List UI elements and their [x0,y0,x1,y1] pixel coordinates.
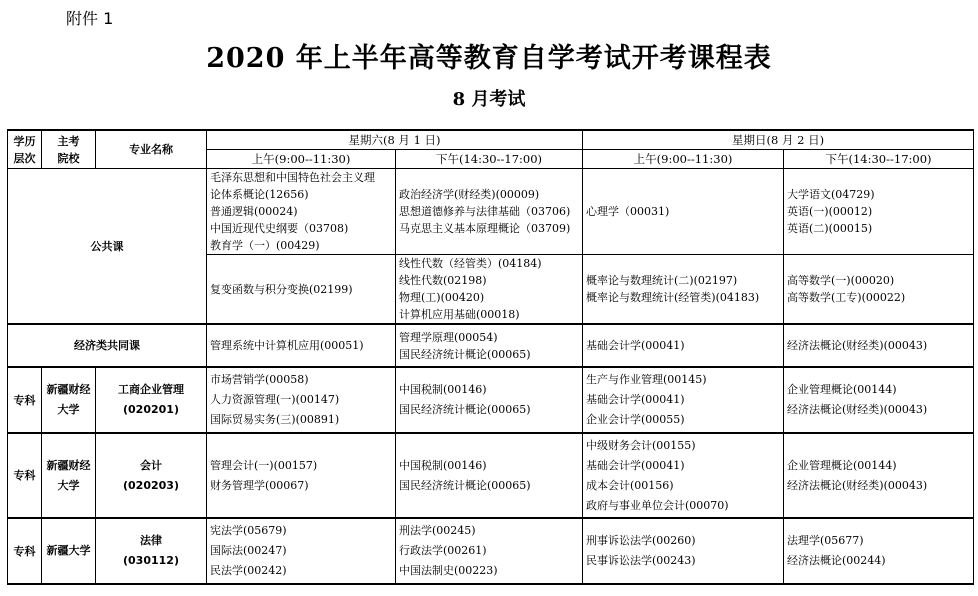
course-item: 中级财务会计(00155) [586,438,696,452]
course-item: 毛泽东思想和中国特色社会主义理 [210,171,375,184]
cell-biz-sat-am [207,367,396,433]
cell-law-school [42,518,96,584]
cell-biz-level: 专科 [8,367,42,433]
cell-biz-sun-am [583,367,784,433]
course-item: 线性代数（经管类）(04184) [399,257,542,270]
header-school-line1: 主考 [57,134,80,148]
course-item: 成本会计(00156) [586,478,674,492]
school-line2: 大学 [57,478,80,492]
row-label-public: 公共课 [8,169,207,325]
course-item: 计算机应用基础(00018) [399,308,520,321]
course-item: 思想道德修养与法律基础（03706) [399,205,571,218]
course-item: 国民经济统计概论(00065) [399,347,531,361]
course-item: 经济法概论(财经类)(00043) [787,478,928,492]
cell-public2-sat-am [207,255,396,325]
course-item: 刑事诉讼法学(00260) [586,534,696,547]
course-item: 管理学原理(00054) [399,330,498,344]
course-item: 行政法学(00261) [399,544,487,557]
major-name: 工商企业管理 [118,383,184,396]
course-item: 马克思主义基本原理概论（03709) [399,222,571,235]
cell-public2-sun-am [583,255,784,325]
school-line1: 新疆财经 [46,458,91,472]
course-item: 市场营销学(00058) [210,373,309,386]
table-row-public-1 [8,169,974,255]
cell-law-major [96,518,207,584]
cell-acct-sun-pm [784,433,974,518]
cell-econ-sun-pm [784,324,974,367]
major-code: (020203) [123,478,179,492]
cell-acct-sat-am [207,433,396,518]
course-item: 人力资源管理(一)(00147) [210,393,340,406]
course-item: 教育学（一）(00429) [210,239,320,252]
table-row-biz [8,367,974,433]
cell-acct-sat-pm [396,433,583,518]
course-item: 宪法学(05679) [210,524,287,537]
header-major: 专业名称 [96,130,207,169]
table-row-law [8,518,974,584]
course-item: 国民经济统计概论(00065) [399,403,531,416]
course-item: 企业会计学(00055) [586,413,685,426]
cell-acct-school [42,433,96,518]
course-item: 管理会计(一)(00157) [210,458,318,472]
cell-law-sat-pm [396,518,583,584]
course-item: 中国近现代史纲要（03708) [210,222,349,235]
cell-public1-sat-pm [396,169,583,255]
course-item: 国际法(00247) [210,544,287,557]
course-item: 论体系概论(12656) [210,188,309,201]
header-sat-am: 上午(9:00--11:30) [207,150,396,169]
attachment-label: 附件 1 [66,9,114,28]
course-item: 高等数学(工专)(00022) [787,291,906,304]
cell-public2-sun-pm [784,255,974,325]
course-item: 普通逻辑(00024) [210,205,298,218]
course-item: 高等数学(一)(00020) [787,274,895,287]
course-item: 刑法学(00245) [399,524,476,537]
cell-law-sun-am [583,518,784,584]
header-level [8,130,42,169]
course-item: 政治经济学(财经类)(00009) [399,188,540,201]
course-item: 心理学（00031) [586,205,670,218]
cell-public1-sun-am [583,169,784,255]
cell-acct-level: 专科 [8,433,42,518]
major-code: (030112) [123,554,179,567]
course-item: 国民经济统计概论(00065) [399,478,531,492]
cell-econ-sat-pm [396,324,583,367]
table-row-econ [8,324,974,367]
course-item: 政府与事业单位会计(00070) [586,498,729,512]
course-item: 基础会计学(00041) [586,339,685,352]
course-item: 线性代数(02198) [399,274,487,287]
cell-acct-major [96,433,207,518]
course-item: 英语(一)(00012) [787,205,873,218]
cell-public1-sat-am [207,169,396,255]
school-line1: 新疆财经 [46,383,91,396]
header-school-line2: 院校 [57,151,80,165]
school-line2: 大学 [57,403,80,416]
major-code: (020201) [123,403,179,416]
cell-public2-sat-pm [396,255,583,325]
course-item: 物理(工)(00420) [399,291,485,304]
major-name: 会计 [140,458,162,472]
course-item: 管理系统中计算机应用(00051) [210,339,364,352]
course-item: 中国税制(00146) [399,383,487,396]
cell-biz-sat-pm [396,367,583,433]
cell-biz-sun-pm [784,367,974,433]
course-item: 概率论与数理统计(经管类)(04183) [586,291,760,304]
course-item: 经济法概论(00244) [787,554,886,567]
course-item: 经济法概论(财经类)(00043) [787,339,928,352]
header-sun-pm: 下午(14:30--17:00) [784,150,974,169]
cell-public1-sun-pm [784,169,974,255]
cell-law-sun-pm [784,518,974,584]
course-item: 财务管理学(00067) [210,478,309,492]
cell-econ-sun-am [583,324,784,367]
header-sunday: 星期日(8 月 2 日) [583,130,974,150]
cell-law-level: 专科 [8,518,42,584]
header-school [42,130,96,169]
cell-biz-major [96,367,207,433]
course-item: 经济法概论(财经类)(00043) [787,403,928,416]
header-saturday: 星期六(8 月 1 日) [207,130,583,150]
course-item: 中国法制史(00223) [399,564,498,577]
schedule-table [7,129,974,585]
row-label-econ: 经济类共同课 [8,324,207,367]
course-item: 基础会计学(00041) [586,393,685,406]
course-item: 生产与作业管理(00145) [586,373,707,386]
course-item: 基础会计学(00041) [586,458,685,472]
course-item: 中国税制(00146) [399,458,487,472]
header-level-line2: 层次 [13,151,36,165]
cell-biz-school [42,367,96,433]
course-item: 国际贸易实务(三)(00891) [210,413,340,426]
course-item: 复变函数与积分变换(02199) [210,282,353,296]
major-name: 法律 [140,534,162,547]
cell-econ-sat-am [207,324,396,367]
header-sat-pm: 下午(14:30--17:00) [396,150,583,169]
cell-acct-sun-am [583,433,784,518]
course-item: 大学语文(04729) [787,188,875,201]
table-row-acct [8,433,974,518]
course-item: 英语(二)(00015) [787,222,873,235]
header-row-days [8,130,974,150]
course-item: 企业管理概论(00144) [787,383,897,396]
course-item: 概率论与数理统计(二)(02197) [586,274,738,287]
course-item: 企业管理概论(00144) [787,458,897,472]
cell-law-sat-am [207,518,396,584]
page-title: 2020 年上半年高等教育自学考试开考课程表 [206,43,772,74]
course-item: 法理学(05677) [787,534,864,547]
header-level-line1: 学历 [13,134,36,148]
school-line1: 新疆大学 [46,544,91,557]
course-item: 民事诉讼法学(00243) [586,554,696,567]
page-subtitle: 8 月考试 [452,89,526,110]
course-item: 民法学(00242) [210,564,287,577]
header-sun-am: 上午(9:00--11:30) [583,150,784,169]
